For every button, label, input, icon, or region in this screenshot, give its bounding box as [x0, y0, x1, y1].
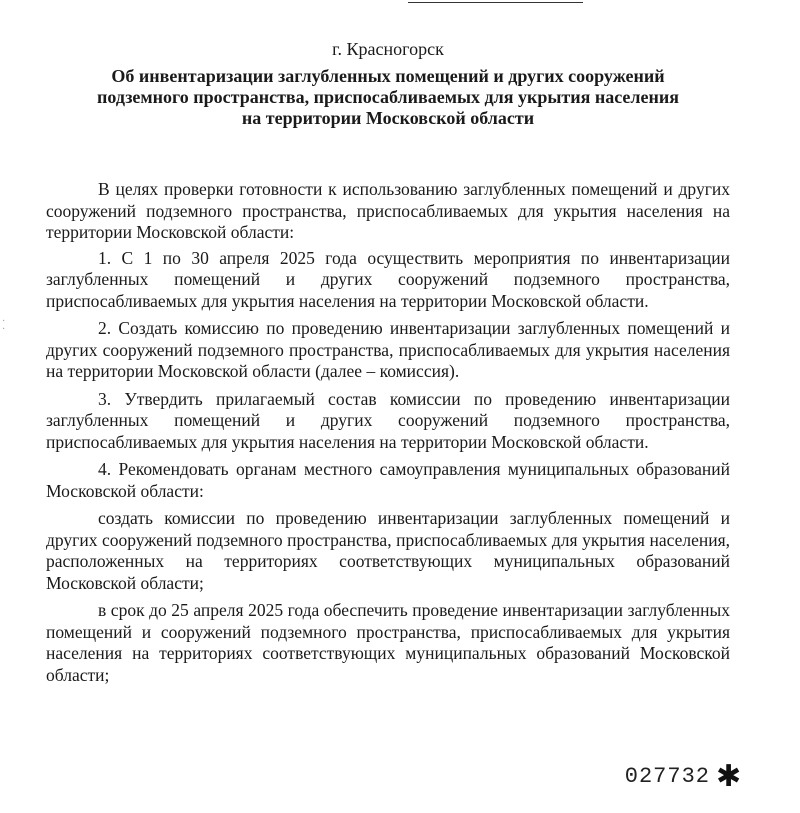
title-line-3: на территории Московской области [241, 108, 535, 128]
title-line-2: подземного пространства, приспосабливаемых для укрытия населения [97, 87, 679, 107]
title-line-1: Об инвентаризации заглубленных помещений и других сооружений [111, 66, 665, 86]
intro-paragraph: В целях проверки готовности к использованию заглубленных помещений и других сооружений подземного пространства, приспосабливаемых для укрытия населения на территории Московской области: [46, 179, 730, 242]
paragraph-subitem-deadline: в срок до 25 апреля 2025 года обеспечить проведение инвентаризации заглубленных помещений и сооружений подземного пространства, приспосабливаемых для укрытия населения на территориях соответствующих муниципальных образований Московской области; [46, 600, 730, 685]
asterisk-mark-icon: ✱ [716, 759, 742, 794]
paragraph-subitem-create-commissions: создать комиссии по проведению инвентаризации заглубленных помещений и других сооружений подземного пространства, приспосабливаемых для укрытия населения, расположенных на территориях соответствующих муниципальных образований Московской области; [46, 508, 730, 593]
top-rule-line [408, 2, 583, 3]
city-line: г. Красногорск [332, 39, 444, 59]
paragraph-item-3: 3. Утвердить прилагаемый состав комиссии по проведению инвентаризации заглубленных помещений и других сооружений подземного пространства, приспосабливаемых для укрытия населения на территории Московской области. [46, 388, 730, 452]
paragraph-item-2: 2. Создать комиссию по проведению инвентаризации заглубленных помещений и других сооружений подземного пространства, приспосабливаемых для укрытия населения на территории Московской области (далее – комиссия). [46, 318, 730, 381]
margin-marks: · · [2, 316, 6, 335]
document-page [46, 38, 730, 692]
paragraph-item-4: 4. Рекомендовать органам местного самоуправления муниципальных образований Московской области: [46, 459, 730, 501]
document-title [46, 66, 730, 129]
paragraph-item-1: 1. С 1 по 30 апреля 2025 года осуществить мероприятия по инвентаризации заглубленных помещений и других сооружений подземного пространства, приспосабливаемых для укрытия населения на территории Московской области. [46, 247, 730, 311]
document-body [46, 179, 730, 686]
document-number: 027732 [624, 764, 710, 789]
